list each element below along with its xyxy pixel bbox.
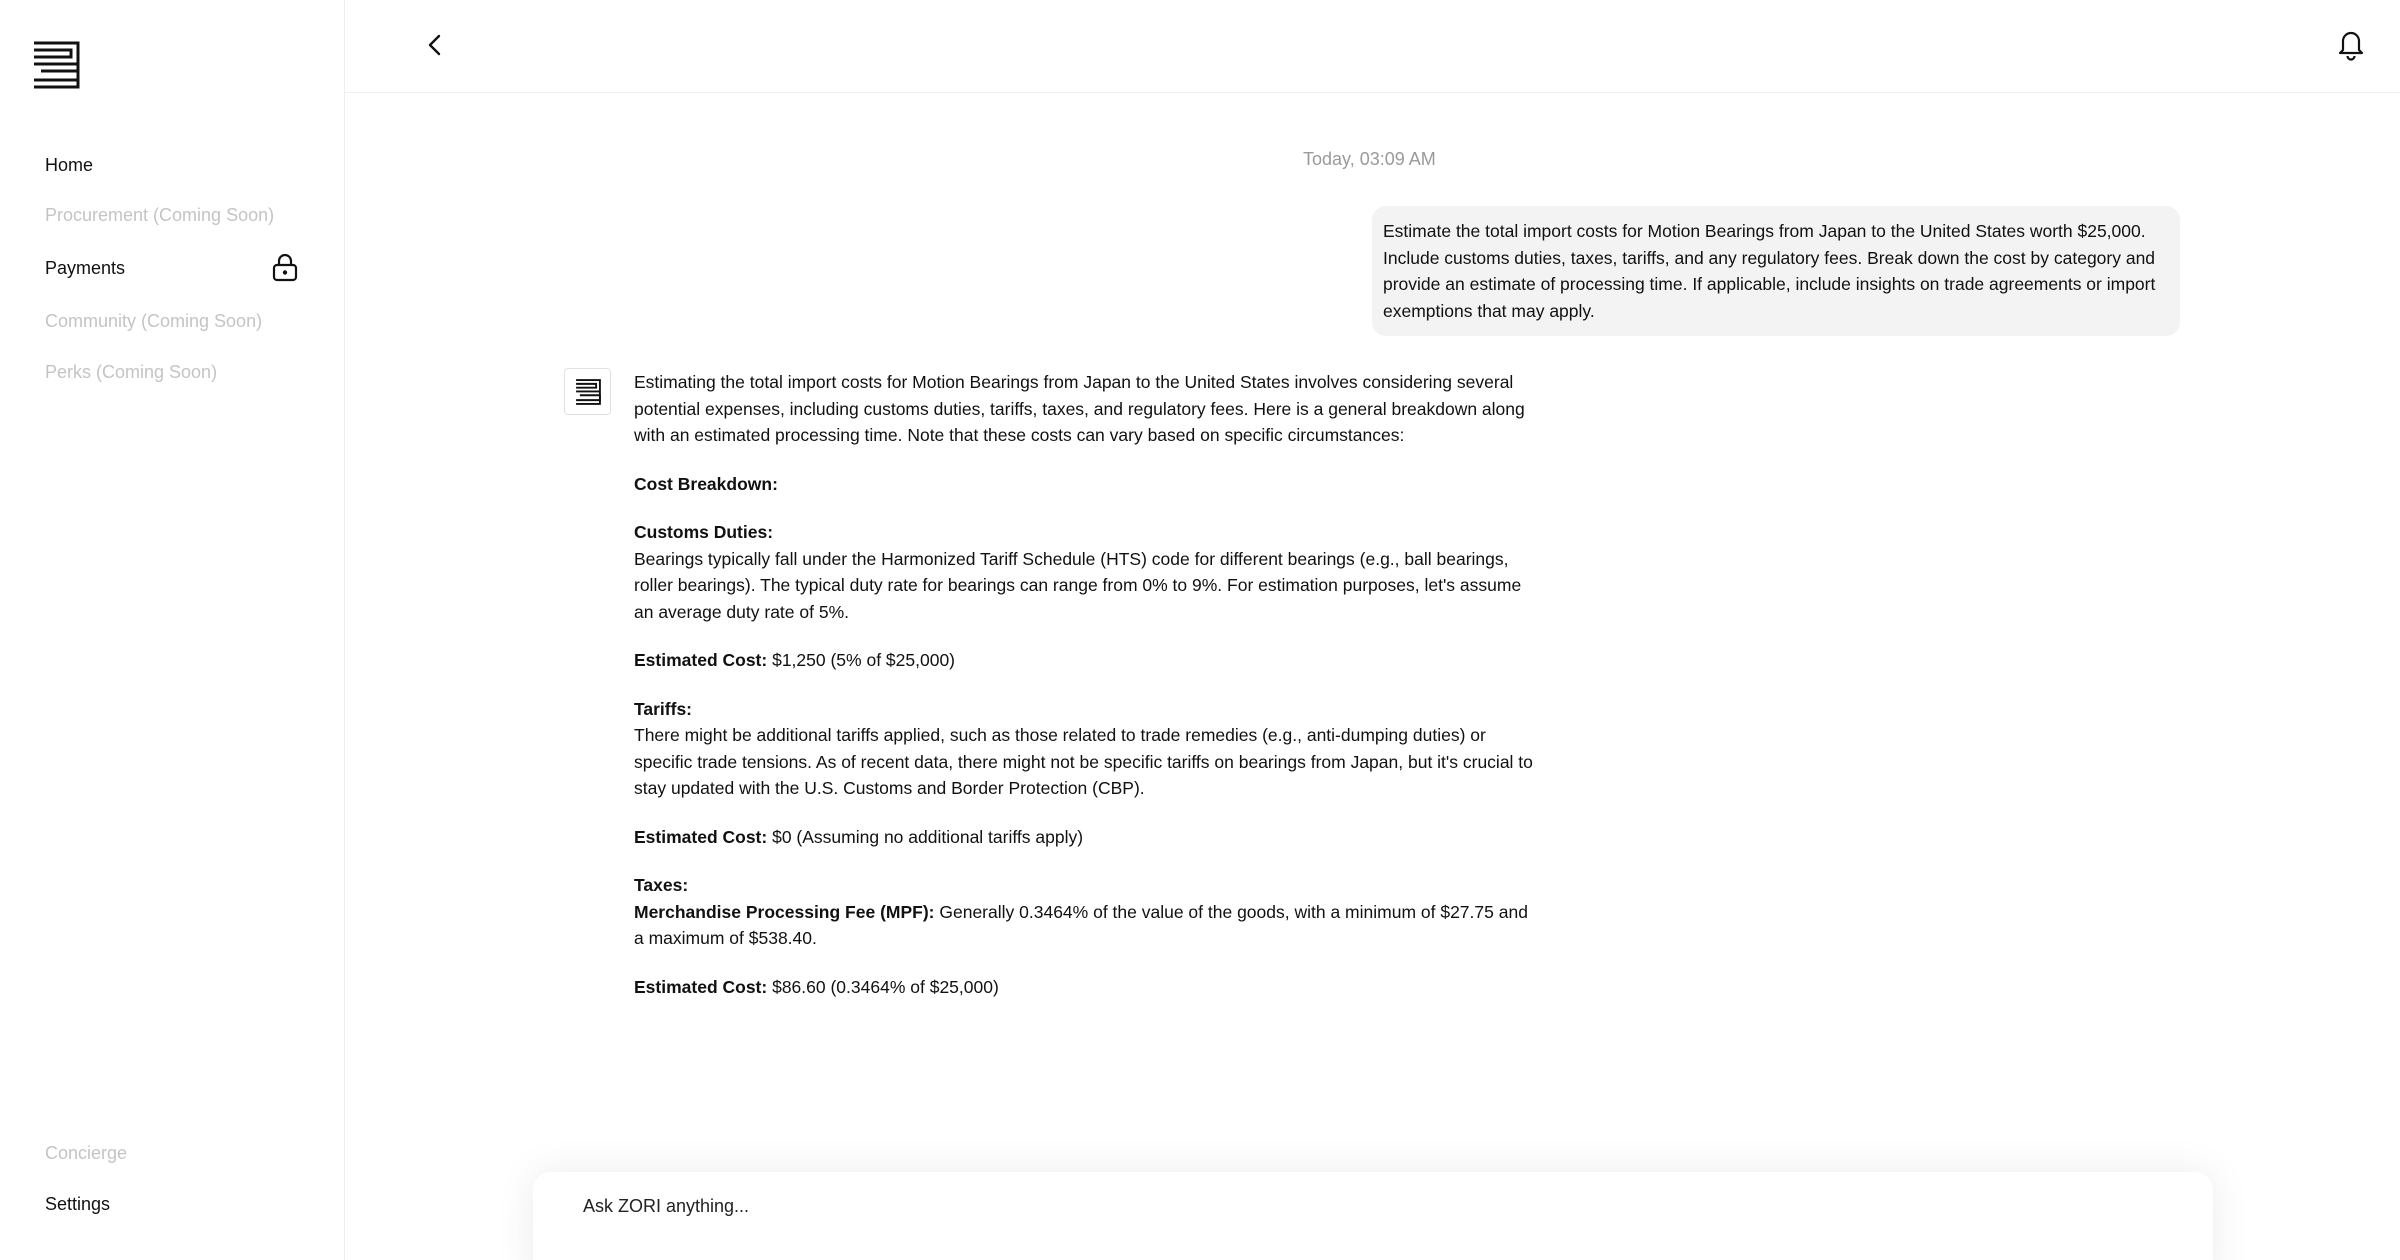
message-timestamp: Today, 03:09 AM — [1303, 149, 1436, 169]
mpf-cost-value: $86.60 (0.3464% of $25,000) — [772, 976, 999, 997]
customs-duties-heading: Customs Duties: — [634, 522, 774, 542]
mpf-label: Merchandise Processing Fee (MPF): — [634, 901, 935, 922]
tariffs-text: There might be additional tariffs applied, such as those related to trade remedies (e.g., anti-dumping duties) or specific trade tensions. As of recent data, there might not be specific tariffs on bearings from Japan, but it's crucial to stay updated with the U.S. Customs and Border Protection (CBP). — [634, 725, 1533, 798]
assistant-intro: Estimating the total import costs for Motion Bearings from Japan to the United States involves considering several potential expenses, including customs duties, tariffs, taxes, and regulatory fees. Here is a general breakdown along with an estimated processing time. Note that these costs can vary based on specific circumstances: — [634, 372, 1525, 445]
sidebar-item-perks: Perks (Coming Soon) — [45, 362, 218, 382]
sidebar-item-settings[interactable]: Settings — [45, 1194, 111, 1214]
zori-logo-icon — [575, 379, 601, 405]
sidebar — [0, 0, 345, 1260]
estimated-cost-label: Estimated Cost: — [634, 976, 768, 997]
cost-breakdown-heading: Cost Breakdown: — [634, 473, 778, 494]
lock-icon — [272, 254, 298, 282]
mpf-text: Generally 0.3464% of the value of the goods, with a minimum of $27.75 and a maximum of $538.40. — [634, 901, 1528, 948]
header — [345, 0, 2400, 93]
sidebar-item-community: Community (Coming Soon) — [45, 311, 263, 331]
assistant-message — [634, 369, 1534, 1022]
chat-input[interactable] — [583, 1196, 2083, 1217]
sidebar-item-home[interactable]: Home — [45, 155, 94, 175]
user-message: Estimate the total import costs for Motion Bearings from Japan to the United States worth $25,000. Include customs duties, taxes, tariffs, and any regulatory fees. Break down the cost by category and provide an estimate of processing time. If applicable, include insights on trade agreements or import exemptions that may apply. — [1372, 206, 2180, 336]
sidebar-item-concierge: Concierge — [45, 1143, 128, 1163]
estimated-cost-label: Estimated Cost: — [634, 826, 768, 847]
zori-logo-icon[interactable] — [32, 41, 80, 89]
sidebar-item-payments[interactable]: Payments — [45, 258, 126, 278]
chevron-left-icon[interactable] — [421, 30, 449, 60]
assistant-avatar — [564, 368, 611, 415]
estimated-cost-label: Estimated Cost: — [634, 650, 768, 670]
tariffs-heading: Tariffs: — [634, 698, 693, 719]
taxes-heading: Taxes: — [634, 875, 689, 895]
chat-composer — [533, 1172, 2213, 1260]
bell-icon[interactable] — [2335, 27, 2367, 61]
customs-duties-text: Bearings typically fall under the Harmonized Tariff Schedule (HTS) code for different bearings (e.g., ball bearings, roller bearings). The typical duty rate for bearings can range from 0% to 9%. For estimation purposes, let's assume an average duty rate of 5%. — [634, 548, 1522, 622]
customs-cost-value: $1,250 (5% of $25,000) — [772, 650, 956, 670]
sidebar-item-procurement: Procurement (Coming Soon) — [45, 205, 275, 225]
tariffs-cost-value: $0 (Assuming no additional tariffs apply) — [772, 826, 1084, 847]
